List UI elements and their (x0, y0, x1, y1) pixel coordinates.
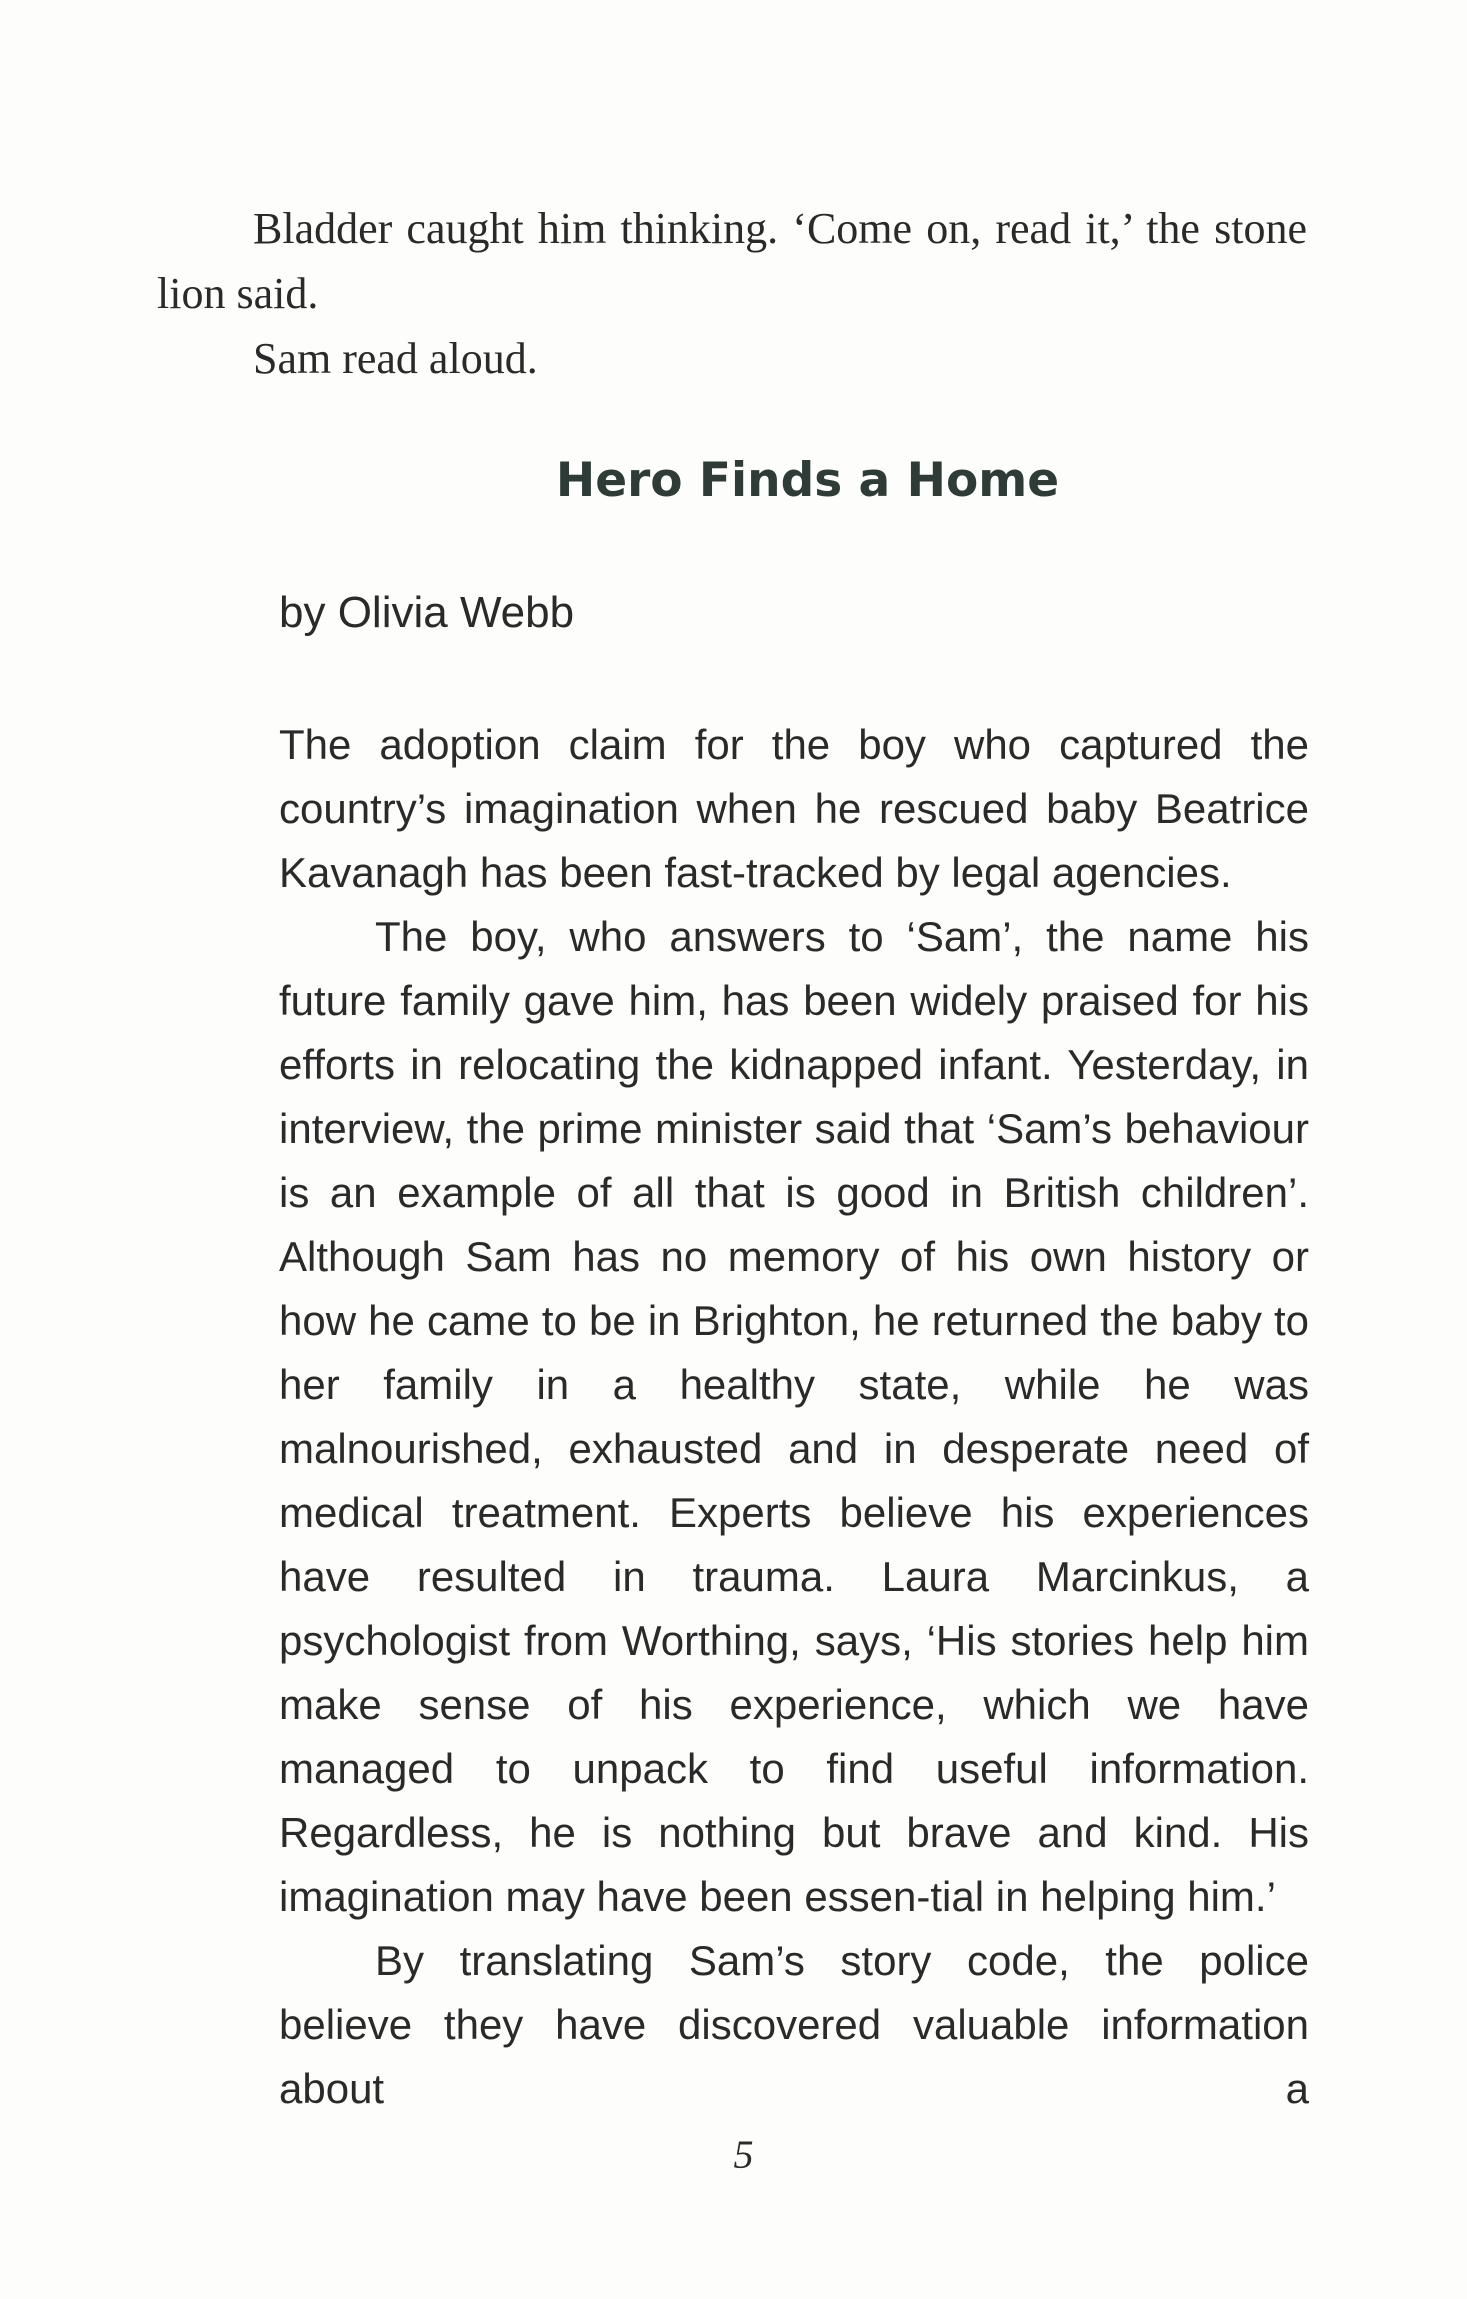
article-paragraph: The boy, who answers to ‘Sam’, the name his future family gave him, has been widely praised for his efforts in relocating the kidnapped infant. Yesterday, in interview, the prime minister said that ‘Sam’s behaviour is an example of all that is good in British children’. Although Sam has no memory of his own history or how he came to be in Brighton, he returned the baby to her family in a healthy state, while he was malnourished, exhausted and in desperate need of medical treatment. Experts believe his experiences have resulted in trauma. Laura Marcinkus, a psychologist from Worthing, says, ‘His stories help him make sense of his experience, which we have managed to unpack to find useful information. Regardless, he is nothing but brave and kind. His imagination may have been essen-tial in helping him.’ (279, 913, 1309, 1920)
page-number: 5 (733, 2132, 754, 2177)
narrative-paragraph: Bladder caught him thinking. ‘Come on, read it,’ the stone lion said. (157, 204, 1307, 318)
article-paragraph: By translating Sam’s story code, the police believe they have discovered valuable information about a (279, 1937, 1309, 2112)
article-paragraph: The adoption claim for the boy who captured the country’s imagination when he rescued baby Beatrice Kavanagh has been fast-tracked by legal agencies. (279, 721, 1309, 896)
article-body (279, 713, 1309, 2121)
article-byline: by Olivia Webb (279, 588, 575, 637)
article-title: Hero Finds a Home (555, 453, 1060, 508)
narrative-paragraph: Sam read aloud. (253, 334, 538, 383)
narrative-text (157, 196, 1307, 391)
